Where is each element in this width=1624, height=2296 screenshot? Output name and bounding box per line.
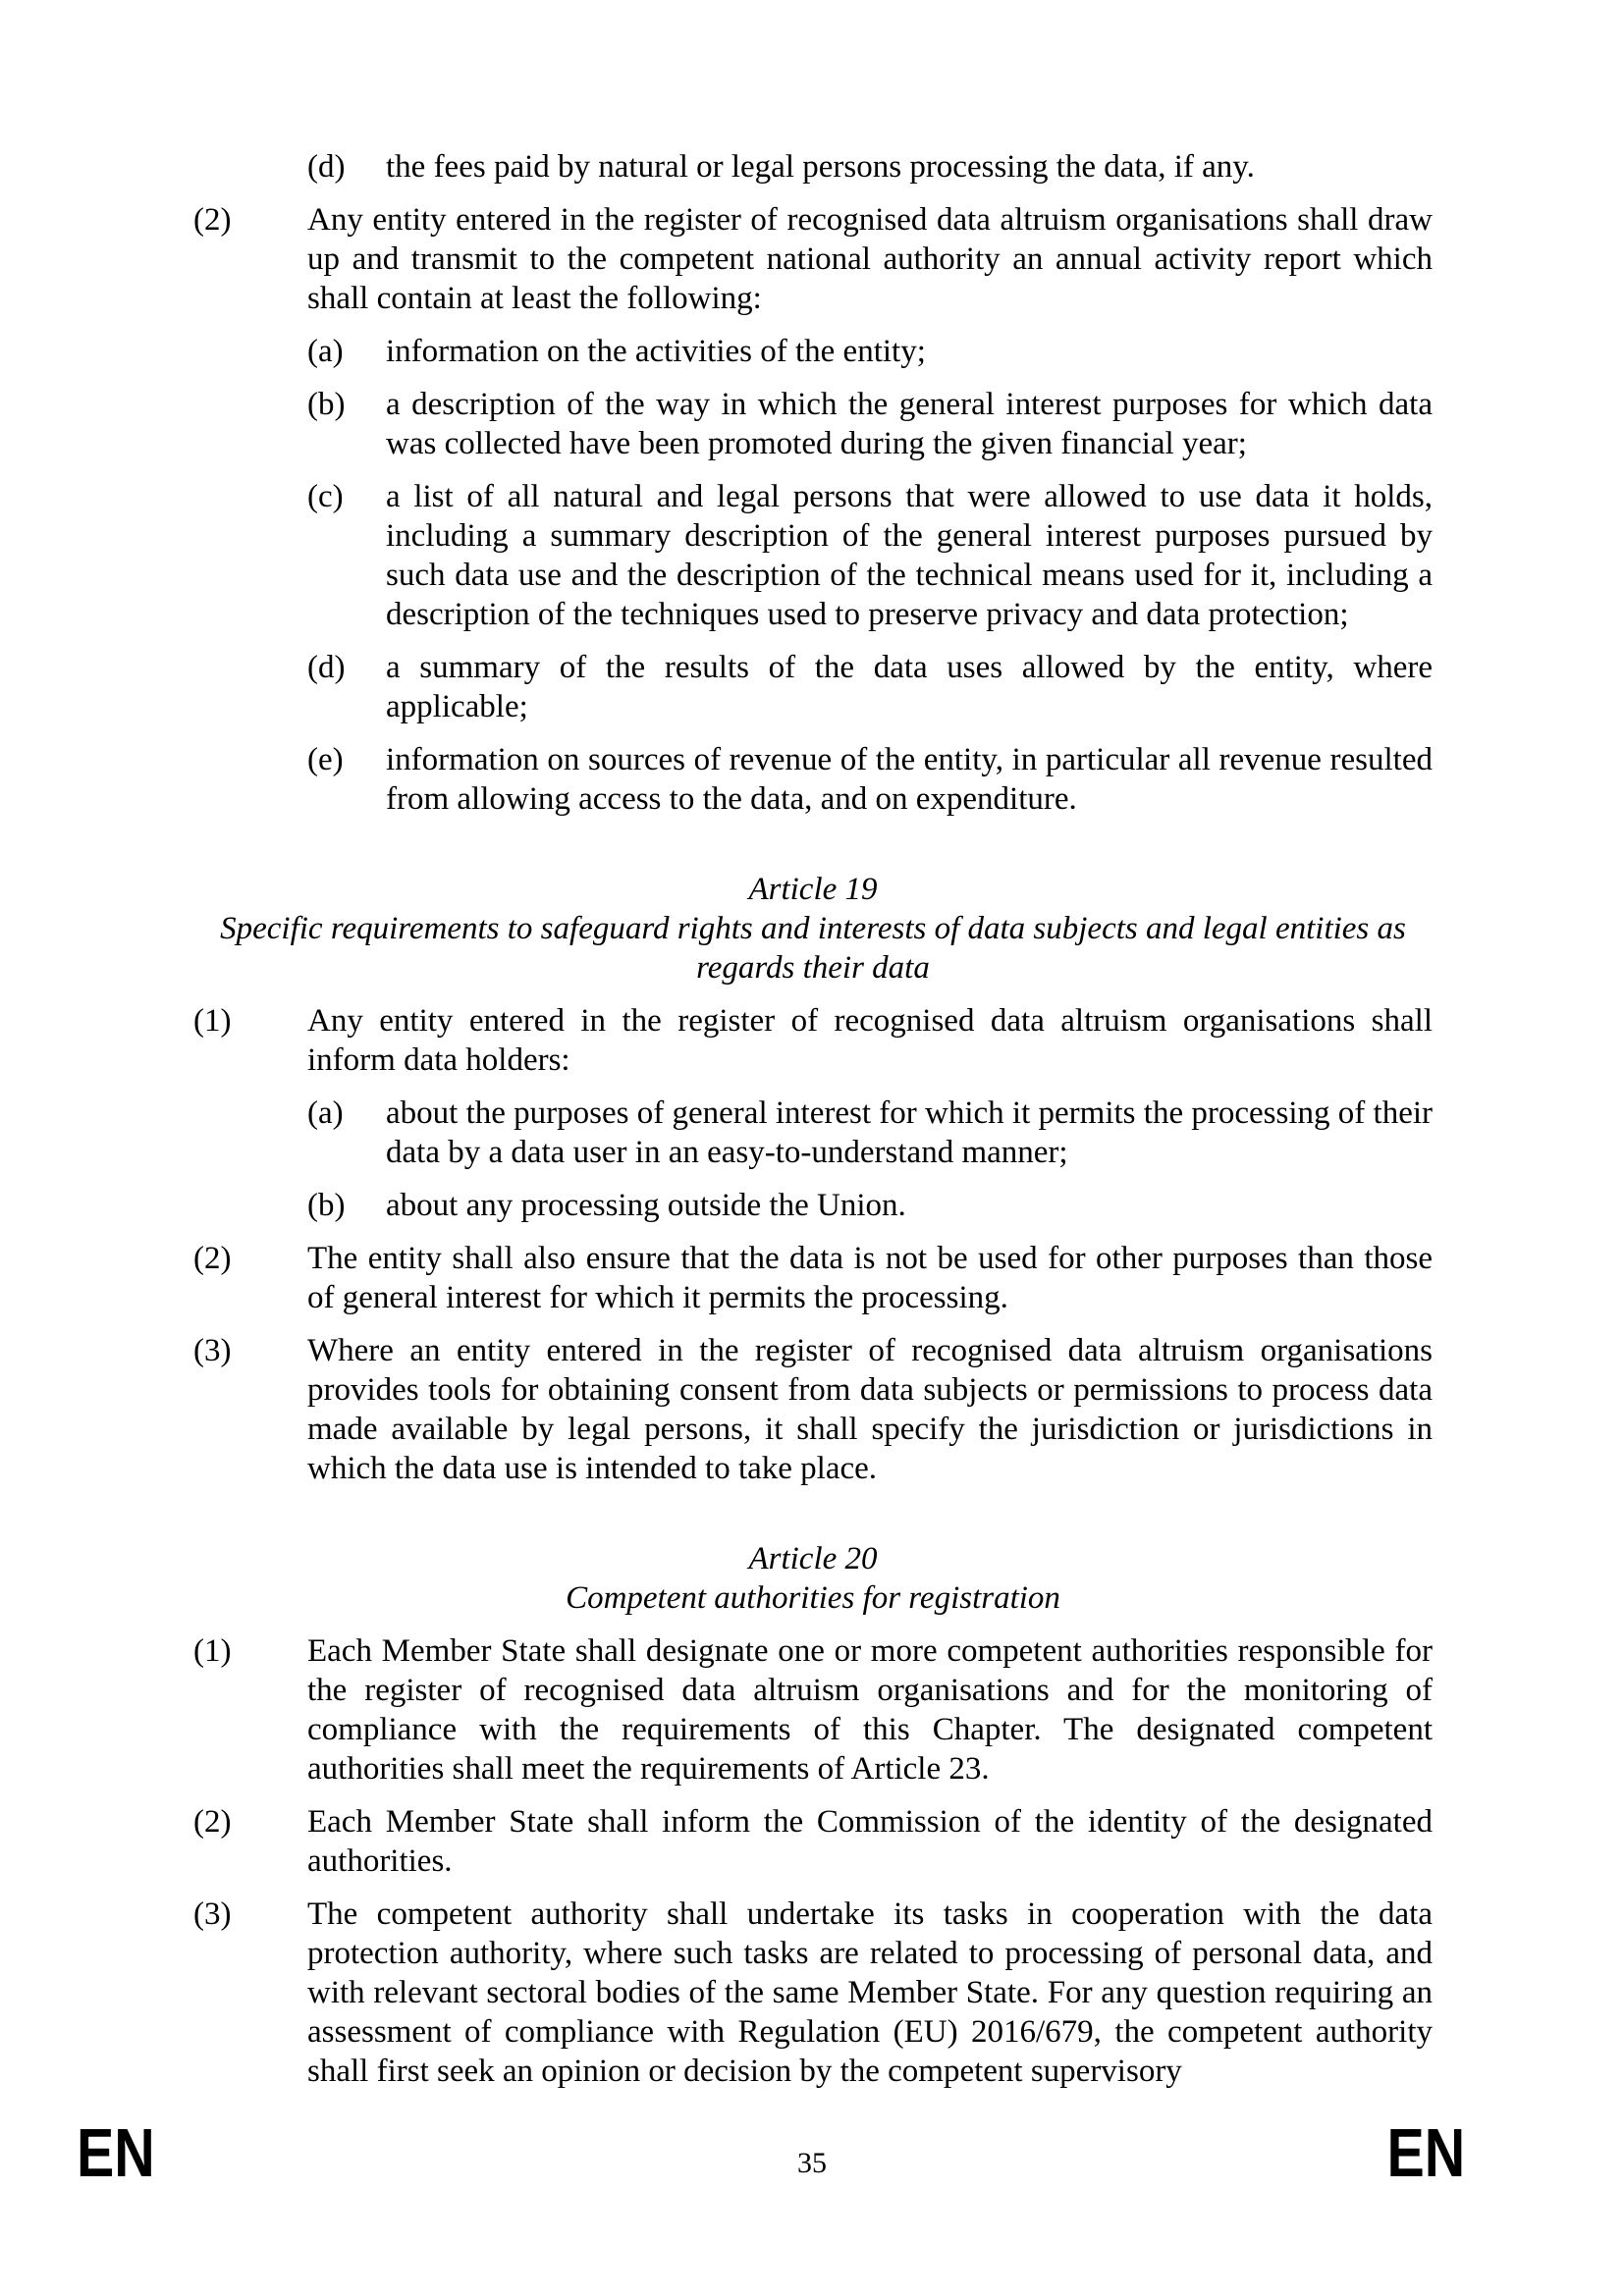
numbered-paragraph — [193, 1239, 1433, 1317]
list-item-text: information on sources of revenue of the entity, in particular all revenue resulted from allowing access to the data, and on expenditure. — [386, 742, 1433, 817]
list-item-label: (d) — [307, 650, 346, 685]
numbered-paragraph — [193, 1802, 1433, 1881]
list-item — [193, 1186, 1433, 1225]
list-item-label: (d) — [307, 149, 346, 185]
list-item-text: about any processing outside the Union. — [386, 1188, 906, 1223]
paragraph-text: Each Member State shall inform the Commission of the identity of the designated authorities. — [307, 1804, 1433, 1879]
list-item-text: about the purposes of general interest for which it permits the processing of their data by a data user in an easy-to-understand manner; — [386, 1095, 1433, 1170]
paragraph-text: Each Member State shall designate one or more competent authorities responsible for the register of recognised data altruism organisations and for the monitoring of compliance with the requirements of this Chapter. The designated competent authorities shall meet the requirements of Article 23. — [307, 1633, 1433, 1787]
article-number: Article 20 — [748, 1541, 878, 1576]
footer-language-left: EN — [77, 2114, 155, 2191]
paragraph-number: (3) — [193, 1333, 232, 1368]
list-item — [193, 1094, 1433, 1172]
article-heading — [193, 1539, 1433, 1618]
list-item-label: (a) — [307, 1095, 344, 1131]
list-item — [193, 648, 1433, 726]
paragraph-text: The competent authority shall undertake its tasks in cooperation with the data protection authority, where such tasks are related to processing of personal data, and with relevant sectoral bodies of the same Member State. For any question requiring an assessment of compliance with Regulation (EU) 2016/679, the competent authority shall first seek an opinion or decision by the competent supervisory — [307, 1896, 1433, 2089]
article-number: Article 19 — [748, 872, 878, 907]
numbered-paragraph — [193, 1331, 1433, 1488]
list-item-label: (c) — [307, 479, 344, 514]
paragraph-number: (3) — [193, 1896, 232, 1932]
list-item-label: (b) — [307, 387, 346, 422]
list-item-text: the fees paid by natural or legal persons processing the data, if any. — [386, 149, 1255, 185]
paragraph-text: Any entity entered in the register of recognised data altruism organisations shall draw up and transmit to the competent national authority an annual activity report which shall contain at least the following: — [307, 202, 1433, 316]
document-body — [193, 147, 1433, 2105]
paragraph-number: (1) — [193, 1003, 232, 1039]
list-item-label: (a) — [307, 334, 344, 369]
paragraph-number: (2) — [193, 1241, 232, 1276]
page-number: 35 — [797, 2147, 827, 2179]
list-item-label: (b) — [307, 1188, 346, 1223]
list-item — [193, 332, 1433, 371]
paragraph-number: (2) — [193, 1804, 232, 1840]
numbered-paragraph — [193, 1631, 1433, 1789]
list-item — [193, 740, 1433, 819]
numbered-paragraph — [193, 1001, 1433, 1080]
numbered-paragraph — [193, 1895, 1433, 2091]
paragraph-text: Where an entity entered in the register of recognised data altruism organisations provides tools for obtaining consent from data subjects or permissions to process data made available by legal persons, it shall specify the jurisdiction or jurisdictions in which the data use is intended to take place. — [307, 1333, 1433, 1486]
article-heading — [193, 870, 1433, 988]
paragraph-number: (2) — [193, 202, 232, 238]
list-item-text: a description of the way in which the general interest purposes for which data was collected have been promoted during the given financial year; — [386, 387, 1433, 461]
paragraph-number: (1) — [193, 1633, 232, 1669]
article-title: Specific requirements to safeguard rights and interests of data subjects and legal entities as regards their data — [220, 911, 1406, 986]
footer-language-right: EN — [1386, 2114, 1465, 2191]
article-title: Competent authorities for registration — [566, 1580, 1060, 1616]
list-item-text: a summary of the results of the data uses allowed by the entity, where applicable; — [386, 650, 1433, 724]
paragraph-text: Any entity entered in the register of recognised data altruism organisations shall inform data holders: — [307, 1003, 1433, 1078]
paragraph-text: The entity shall also ensure that the data is not be used for other purposes than those of general interest for which it permits the processing. — [307, 1241, 1433, 1315]
list-item-label: (e) — [307, 742, 344, 777]
list-item — [193, 385, 1433, 463]
list-item-text: a list of all natural and legal persons that were allowed to use data it holds, including a summary description of the general interest purposes pursued by such data use and the description of the technical means used for it, including a description of the techniques used to preserve privacy and data protection; — [386, 479, 1433, 632]
numbered-paragraph — [193, 200, 1433, 318]
list-item-text: information on the activities of the entity; — [386, 334, 926, 369]
list-item — [193, 147, 1433, 187]
list-item — [193, 477, 1433, 634]
